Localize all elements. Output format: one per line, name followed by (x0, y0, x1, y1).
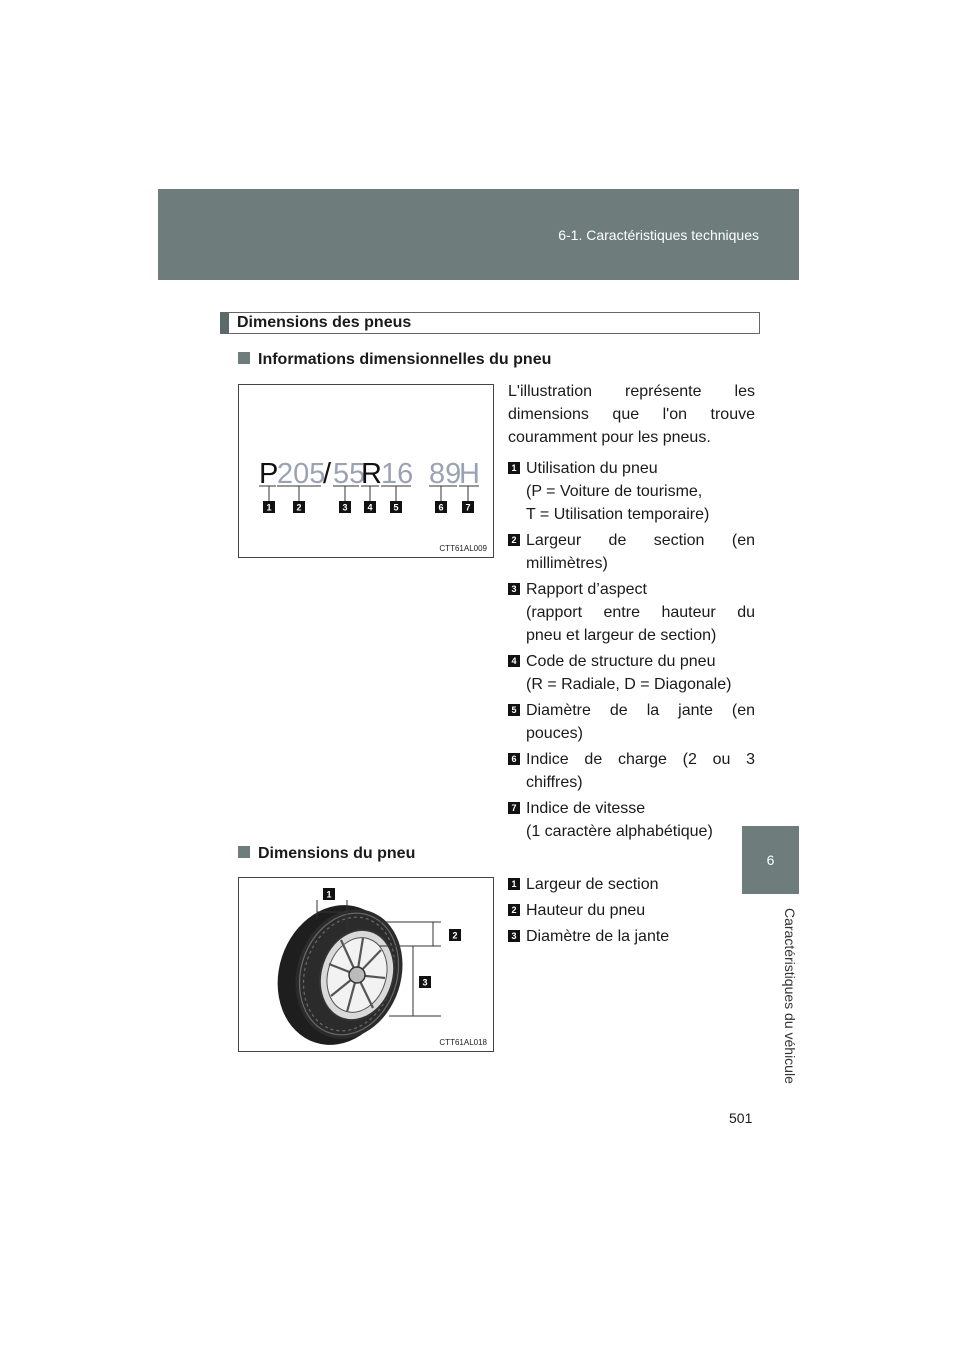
list-item (508, 699, 755, 745)
item-number: 5 (508, 704, 520, 716)
intro-paragraph: L'illustration représente les dimensions que l'on trouve couramment pour les pneus. (508, 383, 755, 446)
item-line: Largeur de section (en (526, 532, 755, 549)
marker-5: 5 (393, 502, 399, 513)
chapter-tab: 6 (742, 826, 799, 894)
tire-code-illustration (239, 385, 493, 557)
figure-code: CTT61AL018 (439, 1038, 487, 1047)
item-line: chiffres) (526, 774, 583, 791)
marker-2: 2 (452, 930, 458, 941)
header-band (158, 189, 799, 280)
tire-dimensions-figure (238, 877, 494, 1052)
list-item (508, 925, 755, 948)
code-char-slash: / (323, 458, 332, 490)
figure-code: CTT61AL009 (439, 544, 487, 553)
item-line: Diamètre de la jante (526, 928, 670, 945)
item-number: 3 (508, 930, 520, 942)
item-line: millimètres) (526, 555, 608, 572)
marker-6: 6 (438, 502, 444, 513)
square-bullet-icon (238, 846, 250, 858)
tire-drawing (260, 890, 419, 1051)
item-line: Code de structure du pneu (526, 653, 716, 670)
code-char-width: 205 (277, 458, 326, 490)
chapter-label: Caractéristiques du véhicule (782, 908, 798, 1084)
list-item (508, 578, 755, 647)
sub-heading-text: Dimensions du pneu (258, 845, 416, 862)
item-line: Diamètre de la jante (en (526, 702, 755, 719)
code-char-load: 89 (429, 458, 462, 490)
marker-7: 7 (465, 502, 471, 513)
list-item (508, 748, 755, 794)
sub-heading-tire-info (238, 351, 551, 369)
item-line: (1 caractère alphabétique) (526, 823, 713, 840)
item-number: 4 (508, 655, 520, 667)
item-line: (R = Radiale, D = Diagonale) (526, 676, 732, 693)
item-line: T = Utilisation temporaire) (526, 506, 710, 523)
tire-code-figure (238, 384, 494, 558)
sub-heading-text: Informations dimensionnelles du pneu (258, 351, 552, 368)
figure-markers (263, 501, 474, 513)
item-line: Largeur de section (526, 876, 659, 893)
list-item (508, 650, 755, 696)
marker-3: 3 (422, 977, 428, 988)
item-line: (P = Voiture de tourisme, (526, 483, 703, 500)
item-line: Hauteur du pneu (526, 902, 646, 919)
marker-3: 3 (342, 502, 348, 513)
code-char-p: P (259, 458, 279, 490)
item-line: Rapport d’aspect (526, 581, 647, 598)
code-char-rim: 16 (381, 458, 414, 490)
section-title: Dimensions des pneus (220, 312, 760, 334)
list-item (508, 457, 755, 526)
item-line: pneu et largeur de section) (526, 627, 717, 644)
marker-4: 4 (367, 502, 373, 513)
square-bullet-icon (238, 352, 250, 364)
tire-info-list (508, 457, 755, 846)
item-number: 2 (508, 534, 520, 546)
item-number: 1 (508, 878, 520, 890)
list-item (508, 797, 755, 843)
item-number: 2 (508, 904, 520, 916)
item-line: (rapport entre hauteur du (526, 604, 755, 621)
item-number: 7 (508, 802, 520, 814)
marker-1: 1 (326, 889, 332, 900)
list-item (508, 873, 755, 896)
code-char-aspect: 55 (333, 458, 366, 490)
code-char-speed: H (459, 458, 480, 490)
item-line: Utilisation du pneu (526, 460, 658, 477)
tire-illustration (239, 878, 493, 1051)
code-char-r: R (361, 458, 382, 490)
list-item (508, 899, 755, 922)
marker-1: 1 (266, 502, 272, 513)
page-number: 501 (729, 1110, 753, 1126)
sub-heading-tire-dimensions (238, 845, 415, 863)
item-number: 3 (508, 583, 520, 595)
section-header: 6-1. Caractéristiques techniques (558, 227, 759, 243)
list-item (508, 529, 755, 575)
tire-dimensions-list (508, 873, 755, 951)
item-line: Indice de charge (2 ou 3 (526, 751, 755, 768)
item-line: Indice de vitesse (526, 800, 646, 817)
item-number: 6 (508, 753, 520, 765)
item-number: 1 (508, 462, 520, 474)
item-line: pouces) (526, 725, 583, 742)
marker-2: 2 (296, 502, 302, 513)
